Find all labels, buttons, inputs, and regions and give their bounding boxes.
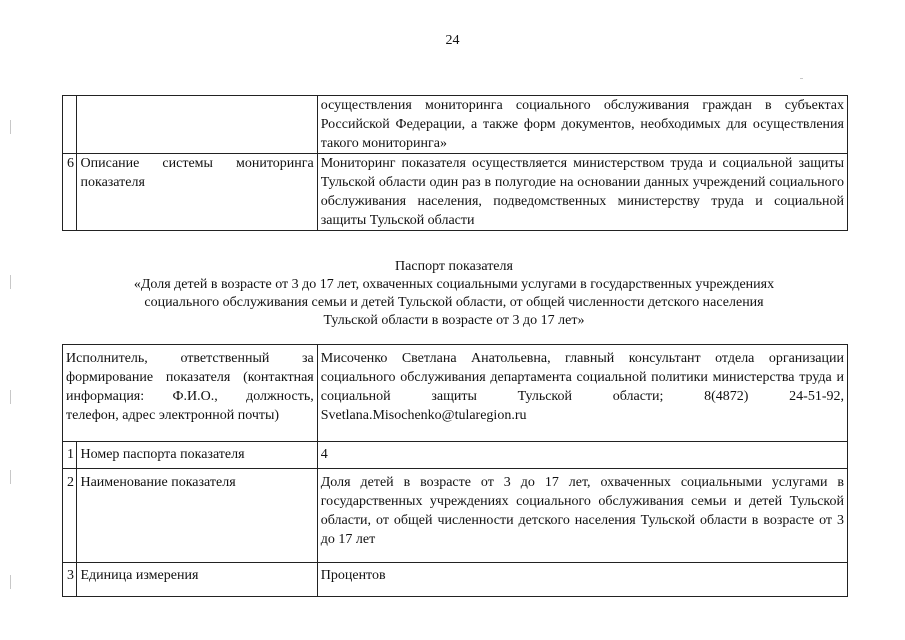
- passport-heading: [100, 258, 808, 330]
- row-value: 4: [317, 442, 847, 469]
- passport-title: Паспорт показателя: [395, 259, 513, 274]
- scan-edge-mark: [800, 78, 803, 79]
- row-label: Наименование показателя: [77, 469, 317, 563]
- continuation-table: [62, 95, 848, 231]
- passport-subtitle-line: Тульской области в возрасте от 3 до 17 лет»: [323, 313, 585, 328]
- table-row: [63, 563, 848, 597]
- passport-subtitle-line: социального обслуживания семьи и детей Тульской области, от общей численности детского населения: [144, 295, 764, 310]
- table-row: [63, 442, 848, 469]
- row-number: 1: [63, 442, 77, 469]
- page-number: 24: [445, 33, 460, 48]
- table-row: [63, 96, 848, 154]
- passport-table: [62, 344, 848, 597]
- row-value: Доля детей в возрасте от 3 до 17 лет, охваченных социальными услугами в государственных учреждениях социального обслуживания семьи и детей Тульской области, от общей численности детского населения Тульской области в возрасте от 3 до 17 лет: [317, 469, 847, 563]
- table-row: [63, 469, 848, 563]
- scan-edge-mark: [10, 120, 11, 134]
- row-value: Мониторинг показателя осуществляется министерством труда и социальной защиты Тульской области один раз в полугодие на основании данных учреждений социального обслуживания населения, подведомственных министерству труда и социальной защиты Тульской области: [317, 154, 847, 231]
- row-label: Описание системы мониторинга показателя: [77, 154, 317, 231]
- row-label: Номер паспорта показателя: [77, 442, 317, 469]
- row-label: Единица измерения: [77, 563, 317, 597]
- executor-value: Мисоченко Светлана Анатольевна, главный консультант отдела организации социального обслуживания департамента социальной политики министерства труда и социальной защиты Тульской области; 8(4872) 24-51-92, Svetlana.Misochenko@tularegion.ru: [317, 345, 847, 442]
- scan-edge-mark: [10, 275, 11, 289]
- scan-edge-mark: [10, 470, 11, 484]
- row-number: 2: [63, 469, 77, 563]
- scan-edge-mark: [10, 575, 11, 589]
- row-number: 3: [63, 563, 77, 597]
- row-number: [63, 96, 77, 154]
- row-value: осуществления мониторинга социального обслуживания граждан в субъектах Российской Федерации, а также форм документов, необходимых для осуществления такого мониторинга»: [317, 96, 847, 154]
- row-label: [77, 96, 317, 154]
- table-row: [63, 154, 848, 231]
- passport-subtitle-line: «Доля детей в возрасте от 3 до 17 лет, охваченных социальными услугами в государственных учреждениях: [133, 277, 775, 292]
- table-row: [63, 345, 848, 442]
- scan-edge-mark: [10, 390, 11, 404]
- row-number: 6: [63, 154, 77, 231]
- row-value: Процентов: [317, 563, 847, 597]
- executor-label: Исполнитель, ответственный за формирование показателя (контактная информация: Ф.И.О., должность, телефон, адрес электронной почты): [63, 345, 318, 442]
